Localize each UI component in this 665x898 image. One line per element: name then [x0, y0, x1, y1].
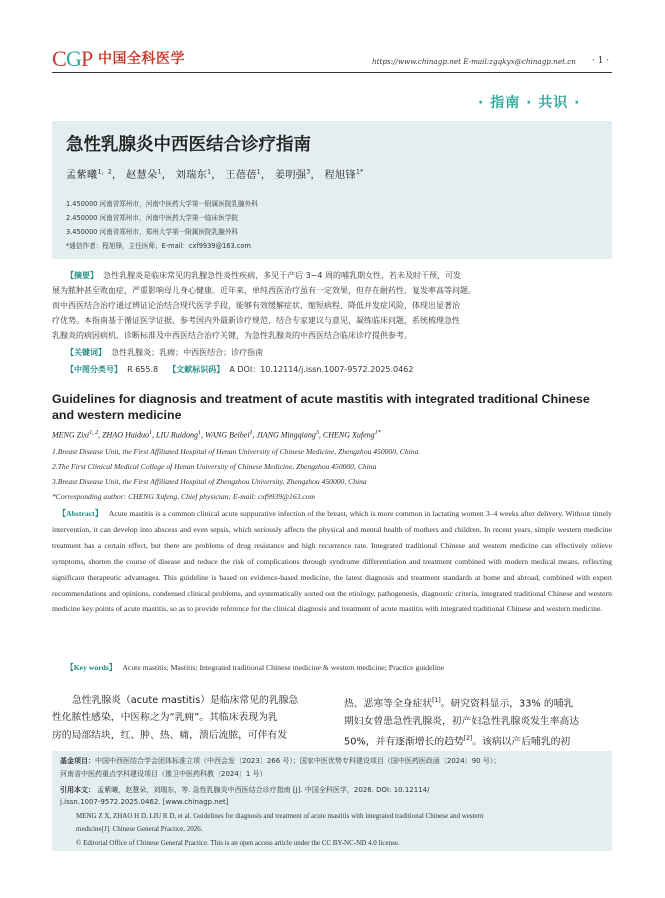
body-line: 房的局部结块，红、肿、热、痛，溃后流脓，可伴有发 — [52, 729, 288, 741]
author-name: 王蓓蓓 — [225, 170, 257, 181]
author-sup: 3 — [315, 430, 319, 436]
en-keywords — [66, 662, 444, 673]
body-left-column — [52, 692, 324, 744]
en-abstract — [52, 506, 612, 617]
cn-abstract-line: 而中西医结合治疗通过辨证论治结合现代医学手段，能够有效缓解症状、缩短病程、降低并发症风险，体现出显著治 — [52, 301, 460, 310]
cn-abstract-line: 疗优势。本指南基于循证医学证据、参考国内外最新诊疗规范、结合专家建议与意见，凝练临床问题，系统梳理急性 — [52, 316, 460, 325]
author-name: 姜明强 — [274, 170, 307, 181]
en-abstract-label: 【Abstract】 — [58, 509, 103, 518]
journal-url: https://www.chinagp.net E-mail:zgqkyx@chinagp.net.cn — [372, 57, 576, 66]
cn-classification — [66, 364, 413, 375]
author-name: CHENG Xufeng — [322, 430, 375, 440]
author-name: JIANG Mingqiang — [256, 430, 316, 440]
cn-affiliation: 1.450000 河南省郑州市，河南中医药大学第一附属医院乳腺外科 — [66, 200, 258, 208]
author-sup: 1* — [374, 430, 381, 436]
citation-ref[interactable]: [2] — [463, 735, 473, 743]
cn-title: 急性乳腺炎中西医结合诊疗指南 — [66, 135, 311, 155]
citation-ref[interactable]: [1] — [432, 697, 441, 704]
author-name: MENG Zixi — [52, 430, 90, 440]
en-affiliation: 3.Breast Disease Unit, the First Affiliated Hospital of Zhengzhou University, Zhengzhou 450000, China — [52, 477, 367, 486]
en-affiliation: 2.The First Clinical Medical College of Henan University of Chinese Medicine, Zhengzhou 450000, China — [52, 462, 377, 471]
author-sup: 1 — [149, 430, 152, 436]
journal-logo — [52, 46, 192, 70]
journal-name: 中国全科医学 — [98, 51, 185, 67]
cn-affiliation: 3.450000 河南省郑州市，郑州大学第一附属医院乳腺外科 — [66, 228, 239, 236]
page-number: · 1 · — [592, 56, 610, 66]
author-name: WANG Beibei — [205, 430, 250, 440]
en-affiliation: 1.Breast Disease Unit, the First Affiliated Hospital of Henan University of Chinese Medicine, Zhengzhou 450000, China — [52, 447, 419, 456]
body-line: 期妇女曾患急性乳腺炎，初产妇急性乳腺炎发生率高达 — [344, 715, 580, 727]
body-line — [344, 692, 612, 713]
author-sup: 1* — [356, 168, 364, 176]
column-tag: · 指南 · 共识 · — [478, 95, 581, 111]
author-name: 孟紫曦 — [66, 170, 98, 181]
en-title: Guidelines for diagnosis and treatment of acute mastitis with integrated traditional Chinese and western medicine — [52, 392, 590, 422]
en-keywords-label: 【Key words】 — [66, 663, 117, 672]
header-divider — [52, 72, 612, 73]
author-sup: 1 — [249, 430, 253, 436]
body-text: 50%，并有逐渐增长的趋势 — [344, 736, 464, 748]
body-text: 。研究资料显示，33% 的哺乳 — [440, 698, 574, 710]
author-sup: 1 — [256, 168, 261, 176]
author-sup: 1 — [207, 168, 212, 176]
fund-text: 中国中西医结合学会团体标准立项（中西会发〔2023〕266 号）；国家中医优势专科建设项目（国中医药医政函〔2024〕90 号）； — [95, 757, 501, 765]
body-text: 。该病以产后哺乳的初 — [472, 736, 571, 748]
cn-abstract-line — [66, 270, 461, 281]
cite-info — [60, 785, 429, 795]
cite-text: 孟紫曦，赵慧朵，刘瑞东，等. 急性乳腺炎中西医结合诊疗指南 [J]. 中国全科医学，2026. DOI: 10.12114/ — [97, 786, 430, 794]
author-name: LIU Ruidong — [156, 430, 198, 440]
author-name: ZHAO Huiduo — [102, 430, 149, 440]
svg-text:G: G — [66, 46, 82, 70]
body-line — [344, 730, 612, 751]
svg-text:C: C — [52, 46, 67, 70]
cn-abstract-text: 急性乳腺炎是临床常见的乳腺急性炎性疾病，多见于产后 3~4 周的哺乳期女性，若未及时干预，可发 — [103, 271, 462, 280]
cite-en: MENG Z X, ZHAO H D, LIU R D, et al. Guidelines for diagnosis and treatment of acute mastitis with integrated traditional Chinese and western — [76, 812, 484, 820]
cn-abstract-label: 【摘要】 — [66, 271, 98, 280]
cite-label: 引用本文： — [60, 786, 95, 794]
author-sup: 3 — [306, 168, 311, 176]
cn-affiliation: 2.450000 河南省郑州市，河南中医药大学第一临床医学院 — [66, 214, 239, 222]
body-right-column — [344, 692, 612, 751]
fund-text: 河南省中医药重点学科建设项目（豫卫中医药科教〔2024〕1 号） — [60, 770, 267, 778]
cite-text[interactable]: j.issn.1007-9572.2025.0462. [www.chinagp.net] — [60, 798, 229, 806]
cn-abstract-line: 乳腺炎的病因病机、诊断标准及中西医结合治疗关键，为急性乳腺炎的中西医结合临床诊疗提供参考。 — [52, 331, 412, 340]
cite-en: medicine[J]. Chinese General Practice, 2026. — [76, 825, 203, 833]
en-corresponding-author: *Corresponding author: CHENG Xufeng, Chief physician; E-mail: cxf9939@163.com — [52, 492, 315, 501]
en-authors: MENG Zixi$^{1, 2}$, ZHAO Huiduo$^1$, LIU Ruidong$^1$, WANG Beibei$^1$, JIANG Mingqiang$^3$, CHENG Xufeng$^{1*}$ — [52, 430, 381, 440]
cn-authors: 孟紫曦$^{1,2}$， 赵慧朵$^1$， 刘瑞东$^1$， 王蓓蓓$^1$， 姜明强$^3$， 程旭锋$^{1*}$ — [66, 168, 364, 181]
author-name: 赵慧朵 — [126, 170, 158, 181]
doi-text[interactable]: A DOI：10.12114/j.issn.1007-9572.2025.0462 — [229, 365, 414, 374]
cn-class-label: 【中图分类号】 — [66, 365, 122, 374]
author-sup: 1, 2 — [89, 430, 99, 436]
cn-abstract-line: 展为脓肿甚至败血症，严重影响母儿身心健康。近年来，单纯西医治疗虽有一定效果，但存在耐药性、复发率高等问题。 — [52, 286, 476, 295]
en-abstract-text: Acute mastitis is a common clinical acute suppurative infection of the breast, which is more common in lactating women 3–4 weeks after delivery. Without timely intervention, it can develop into abscess and even sepsis, which seriously affects the physical and mental health of mothers and children. In recent years, simple western medicine treatment has a certain effect, but there are problems of drug resistance and high recurrence rate. Integrated traditional Chinese and western medicine can effectively relieve symptoms, shorten the course of disease and reduce the risk of complications through syndrome differentiation and treatment combined with modern medical means, reflecting significant therapeutic advantages. This guideline is based on evidence-based medicine, the latest diagnosis and treatment standards at home and abroad, combined with expert recommendations and opinions, condensed clinical problems, and systematically sorted out the etiology, pathogenesis, diagnostic criteria, integrated traditional Chinese and western medicine key points of acute mastitis, so as to provide reference for the clinical diagnosis and treatment of acute mastitis with integrated traditional Chinese and western medicine. — [52, 509, 613, 614]
copyright-notice: © Editorial Office of Chinese General Practice. This is an open access article under the CC BY-NC-ND 4.0 license. — [76, 839, 400, 847]
cn-keywords-label: 【关键词】 — [66, 348, 106, 357]
cn-doc-label: 【文献标识码】 — [168, 365, 225, 374]
body-line: 性化脓性感染，中医称之为“乳痈”。其临床表现为乳 — [52, 712, 278, 724]
cn-keywords-text: 急性乳腺炎；乳痈；中西医结合；诊疗指南 — [111, 348, 264, 357]
author-sup: 1 — [157, 168, 162, 176]
cgp-logo-icon — [52, 46, 96, 70]
cn-class-value: R 655.8 — [127, 365, 159, 374]
author-sup: 1 — [198, 430, 201, 436]
author-name: 程旭锋 — [324, 170, 357, 181]
author-sup: 1，2 — [97, 168, 113, 176]
cn-keywords — [66, 347, 263, 358]
fund-info — [60, 756, 500, 766]
body-text: 热、恶寒等全身症状 — [344, 698, 433, 710]
en-keywords-text: Acute mastitis; Mastitis; Integrated traditional Chinese medicine & western medicine; Practice guideline — [122, 663, 445, 672]
body-line: 急性乳腺炎（acute mastitis）是临床常见的乳腺急 — [72, 695, 299, 706]
author-name: 刘瑞东 — [175, 170, 208, 181]
svg-text:P: P — [81, 46, 94, 70]
corresponding-author: *通信作者：程旭锋，主任医师；E-mail：cxf9939@163.com — [66, 242, 251, 250]
fund-label: 基金项目： — [60, 757, 95, 765]
